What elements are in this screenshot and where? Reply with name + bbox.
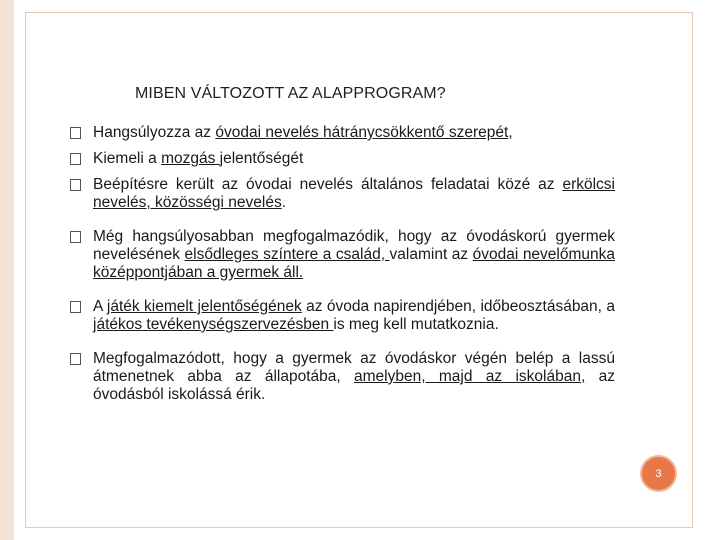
checkbox-square-icon (70, 179, 81, 191)
underlined-phrase: elsődleges színtere a család, (184, 246, 390, 263)
bullet-item-1 (70, 124, 615, 142)
underlined-phrase: mozgás (161, 150, 220, 167)
slide-title-main: MIBEN VÁLTOZOTT AZ ALAPPROGRAM (135, 85, 437, 102)
bullet-text (93, 176, 615, 212)
bullet-text-part: A (93, 298, 107, 315)
bullet-text-part: Beépítésre került az óvodai nevelés általános feladatai közé az (93, 176, 563, 193)
bullet-text (93, 298, 615, 334)
slide-title (135, 85, 446, 103)
bullet-text-part: az óvodásból iskolássá érik. (93, 368, 615, 403)
underlined-phrase: játékos tevékenységszervezésben (93, 316, 334, 333)
bullet-text-part: Hangsúlyozza az (93, 124, 216, 141)
bullet-text-part: az óvoda napirendjében, időbeosztásában, a (301, 298, 615, 315)
bullet-text-part: . (281, 194, 287, 211)
checkbox-square-icon (70, 127, 81, 139)
bullet-item-3 (70, 176, 615, 212)
bullet-item-5 (70, 298, 615, 334)
bullet-text-part: Kiemeli a (93, 150, 162, 167)
bullet-text (93, 350, 615, 404)
bullet-text-part: Megfogalmazódott, hogy a gyermek az óvodáskor végén belép a lassú átmenetnek abba az állapotába, (93, 350, 615, 385)
slide-title-suffix: ? (436, 85, 446, 102)
underlined-phrase: játék kiemelt jelentőségének (106, 298, 302, 315)
bullet-text (93, 150, 615, 168)
underlined-phrase: óvodai nevelés hátránycsökkentő szerepét (215, 124, 509, 141)
bullet-item-6 (70, 350, 615, 404)
bullet-text-part: , (508, 124, 513, 141)
underlined-phrase: amelyben, majd az iskolában, (354, 368, 586, 385)
checkbox-square-icon (70, 231, 81, 243)
bullet-item-4 (70, 228, 615, 282)
bullet-list (70, 124, 615, 404)
bullet-item-2 (70, 150, 615, 168)
bullet-text-part: is meg kell mutatkoznia. (333, 316, 499, 333)
underlined-phrase: erkölcsi nevelés, közösségi nevelés (93, 176, 615, 211)
checkbox-square-icon (70, 353, 81, 365)
bullet-text (93, 228, 615, 282)
checkbox-square-icon (70, 301, 81, 313)
bullet-text-part: Még hangsúlyosabban megfogalmazódik, hogy az óvodáskorú gyermek nevelésének (93, 228, 615, 263)
checkbox-square-icon (70, 153, 81, 165)
left-decorative-stripe (0, 0, 14, 540)
underlined-phrase: óvodai (472, 246, 523, 263)
underlined-phrase: nevelőmunka középpontjában a gyermek áll. (93, 246, 616, 281)
bullet-text-part: jelentőségét (219, 150, 304, 167)
bullet-text (93, 124, 615, 142)
page-number: 3 (655, 467, 662, 480)
page-number-badge (640, 455, 677, 492)
bullet-text-part: valamint az (389, 246, 473, 263)
